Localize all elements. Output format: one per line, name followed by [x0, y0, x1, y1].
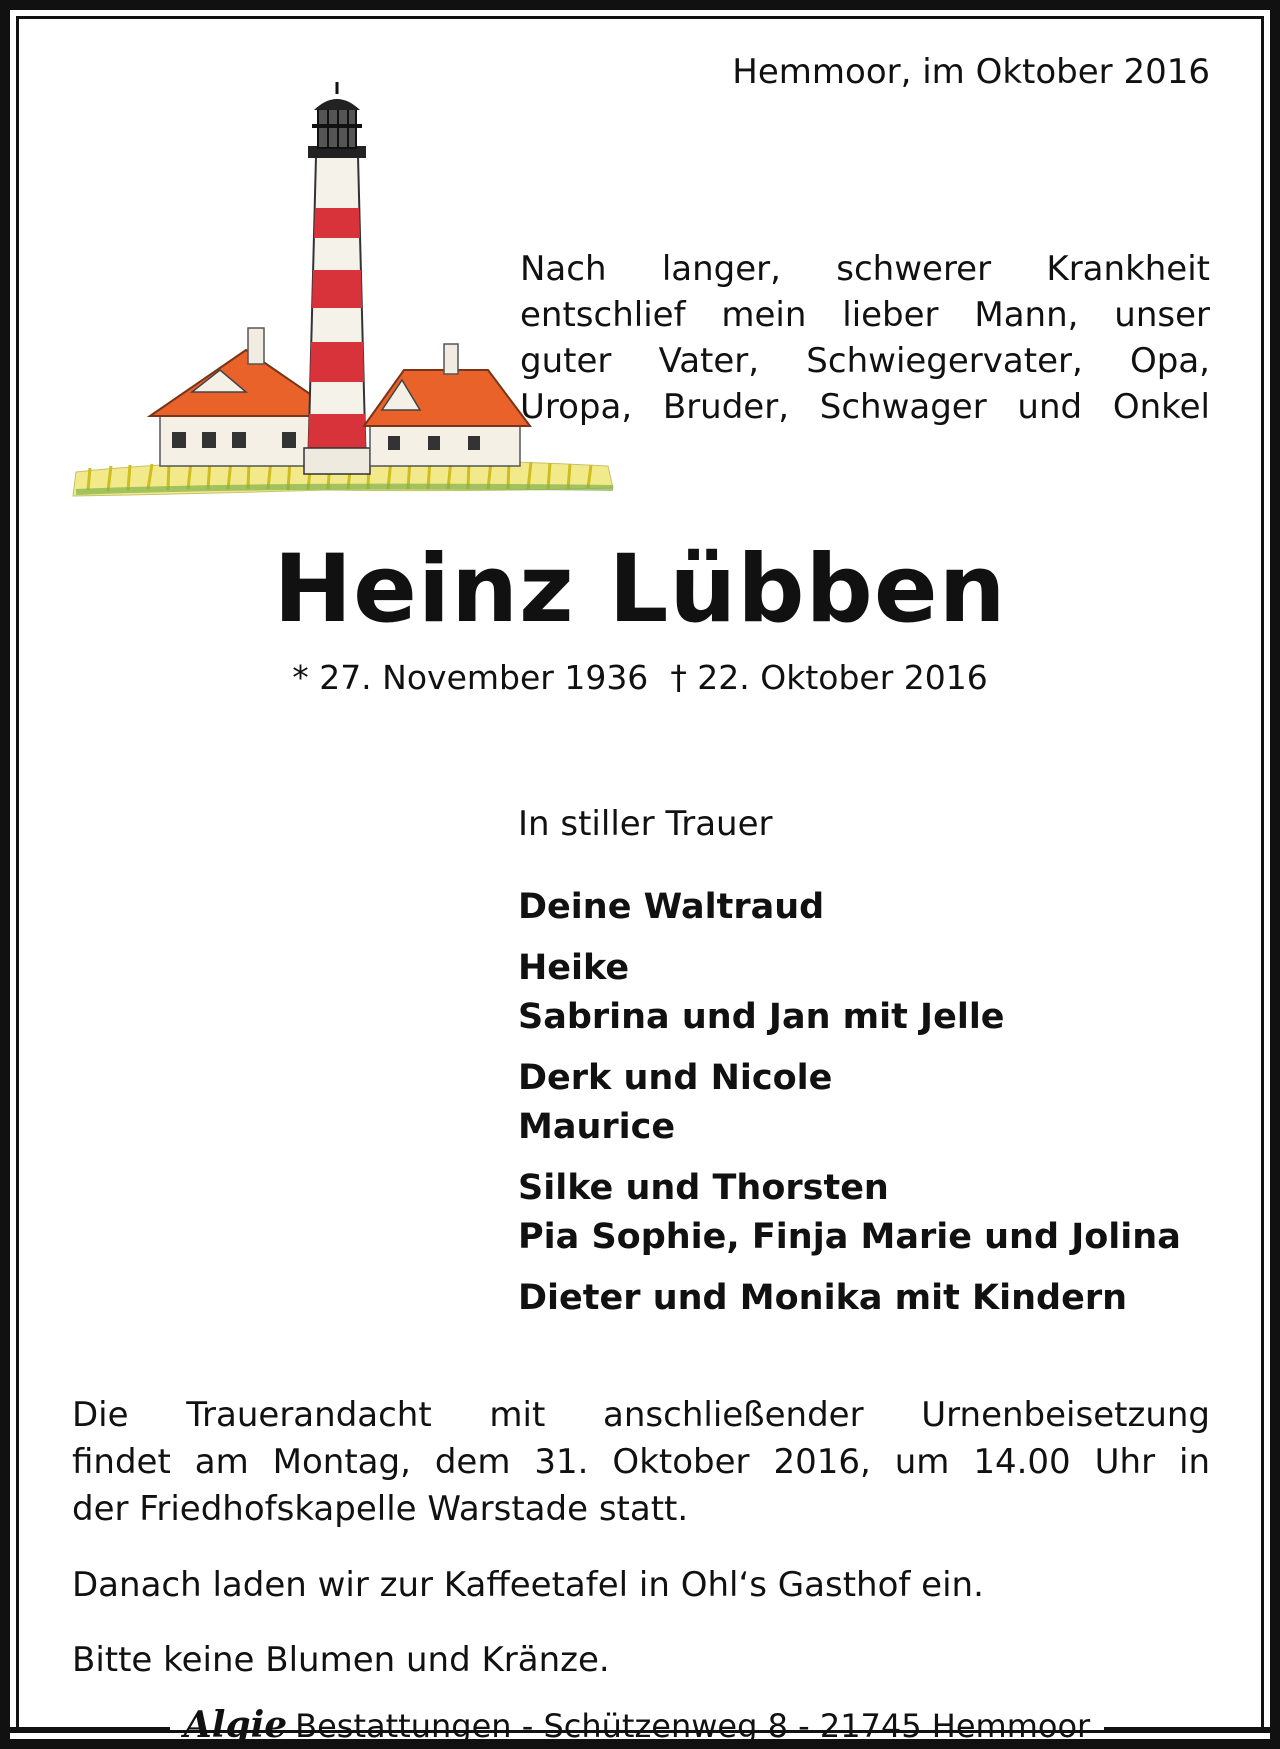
- intro-line: Nach langer, schwerer Krankheit: [520, 249, 1210, 289]
- intro-line: guter Vater, Schwiegervater, Opa,: [520, 341, 1210, 381]
- mourners-list: [518, 883, 1181, 1335]
- service-line: findet am Montag, dem 31. Oktober 2016, um 14.00 Uhr in: [72, 1442, 1210, 1482]
- life-dates: [0, 658, 1280, 697]
- intro-line: Uropa, Bruder, Schwager und Onkel: [520, 387, 1210, 427]
- service-line: der Friedhofskapelle Warstade statt.: [72, 1489, 689, 1529]
- intro-text: [520, 246, 1210, 430]
- mourner-line: Sabrina und Jan mit Jelle: [518, 997, 1005, 1037]
- mourner-line: Heike: [518, 948, 630, 988]
- funeral-home-address: Bestattungen - Schützenweg 8 - 21745 Hemmoor: [295, 1707, 1091, 1745]
- mourner-group: [518, 1164, 1181, 1262]
- place-date: Hemmoor, im Oktober 2016: [732, 52, 1210, 92]
- mourner-group: [518, 1274, 1181, 1323]
- mourner-line: Pia Sophie, Finja Marie und Jolina: [518, 1217, 1181, 1257]
- mourner-line: Silke und Thorsten: [518, 1168, 889, 1208]
- intro-line: entschlief mein lieber Mann, unser: [520, 295, 1210, 335]
- no-flowers-note: Bitte keine Blumen und Kränze.: [72, 1640, 610, 1680]
- mourner-line: Deine Waltraud: [518, 887, 825, 927]
- funeral-home-logo: Algie: [183, 1704, 288, 1746]
- mourning-phrase: In stiller Trauer: [518, 804, 773, 844]
- mourner-line: Dieter und Monika mit Kindern: [518, 1278, 1128, 1318]
- mourner-line: Derk und Nicole: [518, 1058, 833, 1098]
- death-date: † 22. Oktober 2016: [670, 658, 988, 697]
- service-line: Die Trauerandacht mit anschließender Urnenbeisetzung: [72, 1395, 1210, 1435]
- mourner-group: [518, 883, 1181, 932]
- funeral-home-footer: [0, 1704, 1280, 1749]
- coffee-invitation: Danach laden wir zur Kaffeetafel in Ohl‘s Gasthof ein.: [72, 1565, 984, 1605]
- footer-text: [170, 1704, 1104, 1746]
- footer-rule-left: [0, 1727, 170, 1733]
- mourner-group: [518, 944, 1181, 1042]
- mourner-line: Maurice: [518, 1107, 676, 1147]
- service-announcement: [72, 1392, 1210, 1533]
- birth-date: * 27. November 1936: [292, 658, 649, 697]
- footer-rule-right: [1104, 1727, 1280, 1733]
- mourner-group: [518, 1054, 1181, 1152]
- deceased-name: Heinz Lübben: [273, 535, 1007, 644]
